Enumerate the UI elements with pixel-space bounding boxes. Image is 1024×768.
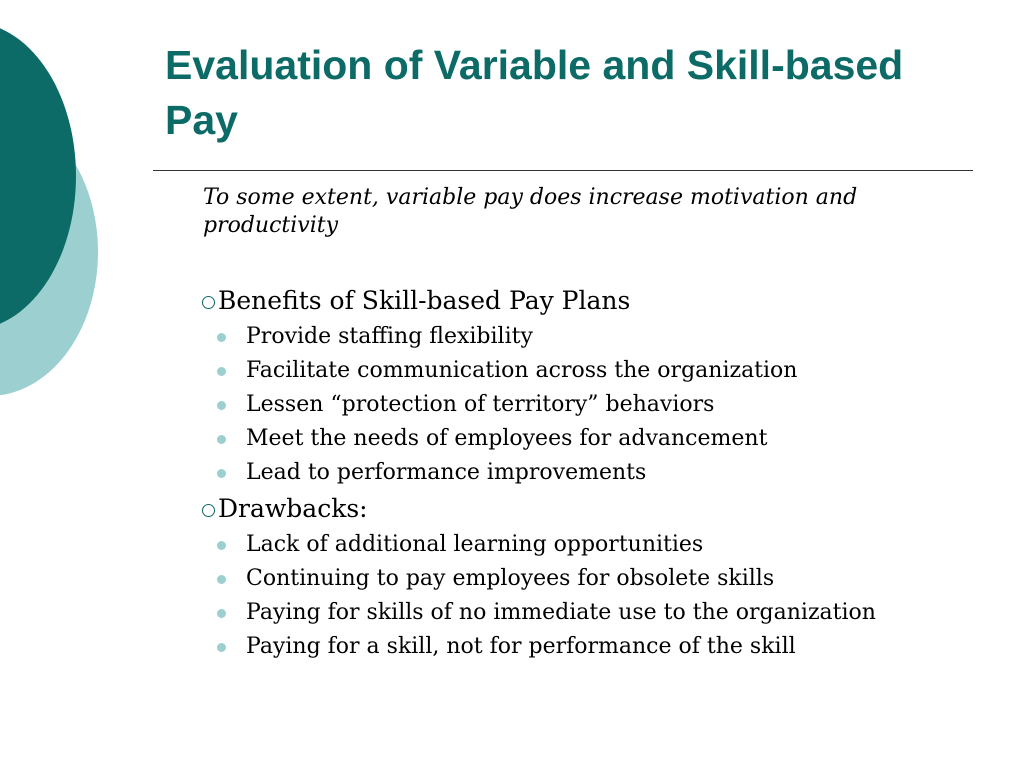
list-item <box>202 562 876 596</box>
dot-bullet-icon <box>217 469 226 478</box>
dot-bullet-icon <box>217 541 226 550</box>
drawbacks-heading: Drawbacks: <box>218 494 368 523</box>
list-item <box>202 422 797 456</box>
dot-bullet-icon <box>217 643 226 652</box>
list-item <box>202 528 876 562</box>
slide-title: Evaluation of Variable and Skill-based Pay <box>165 42 904 143</box>
section-heading <box>202 284 797 318</box>
list-item <box>202 388 797 422</box>
section-heading <box>202 492 876 526</box>
dot-bullet-icon <box>217 609 226 618</box>
list-item-text: Lead to performance improvements <box>246 460 647 485</box>
ring-bullet-icon <box>202 296 215 309</box>
dot-bullet-icon <box>217 435 226 444</box>
list-item <box>202 630 876 664</box>
intro-text: To some extent, variable pay does increase motivation and productivity <box>203 185 858 238</box>
list-item <box>202 320 797 354</box>
dot-bullet-icon <box>217 333 226 342</box>
list-item-text: Provide staffing flexibility <box>246 324 533 349</box>
list-item <box>202 456 797 490</box>
list-item-text: Lessen “protection of territory” behaviors <box>246 392 715 417</box>
drawbacks-section <box>202 492 876 664</box>
list-item <box>202 354 797 388</box>
dot-bullet-icon <box>217 575 226 584</box>
title-divider <box>153 170 973 171</box>
list-item <box>202 596 876 630</box>
dot-bullet-icon <box>217 367 226 376</box>
drawbacks-list <box>202 528 876 664</box>
benefits-list <box>202 320 797 490</box>
list-item-text: Paying for a skill, not for performance of the skill <box>246 634 796 659</box>
benefits-heading: Benefits of Skill-based Pay Plans <box>218 286 631 315</box>
benefits-section <box>202 284 797 490</box>
ring-bullet-icon <box>202 504 215 517</box>
list-item-text: Continuing to pay employees for obsolete skills <box>246 566 775 591</box>
list-item-text: Meet the needs of employees for advancement <box>246 426 768 451</box>
list-item-text: Paying for skills of no immediate use to the organization <box>246 600 876 625</box>
dot-bullet-icon <box>217 401 226 410</box>
list-item-text: Lack of additional learning opportunities <box>246 532 704 557</box>
list-item-text: Facilitate communication across the organization <box>246 358 798 383</box>
